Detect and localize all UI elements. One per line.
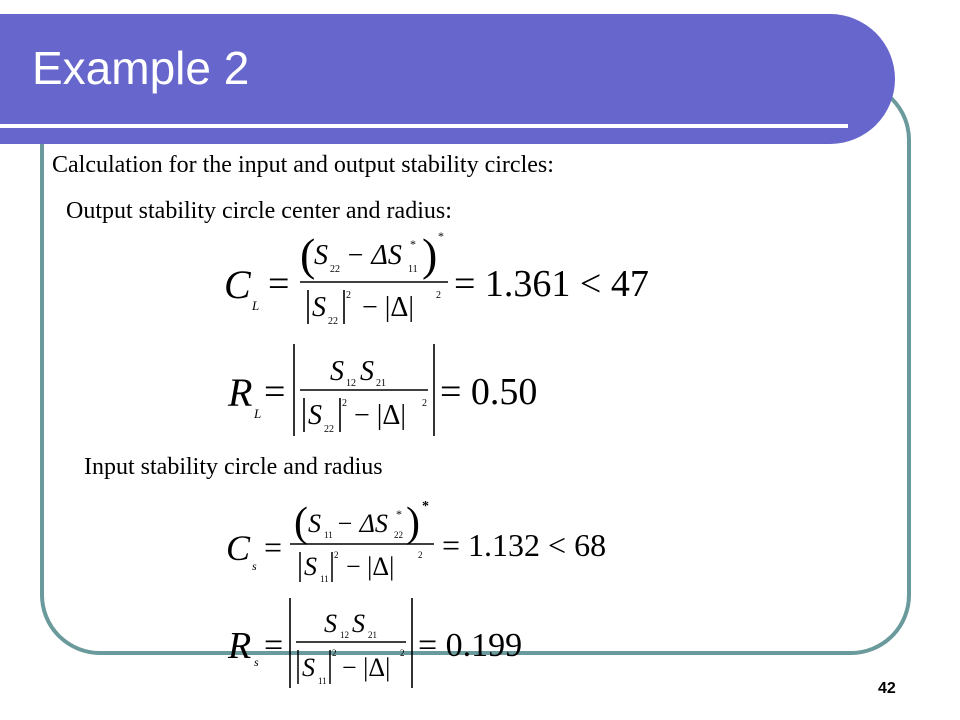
svg-text:=: = (268, 263, 290, 305)
eq-cl-den-exp-2: 2 (436, 290, 441, 301)
eq-rs-result: = 0.199 (418, 627, 523, 664)
eq-cs-num-outer-conj: * (422, 499, 429, 514)
eq-rs-num-s21-sub: 21 (368, 630, 377, 640)
eq-rl-num-s12-sub: 12 (346, 378, 356, 389)
eq-cl-result: = 1.361 < 47 (454, 263, 649, 305)
eq-rl-num-s21-sub: 21 (376, 378, 386, 389)
svg-text:): ) (422, 229, 438, 280)
svg-text:(: ( (294, 500, 308, 546)
eq-cs-den-exp: 2 (334, 550, 339, 560)
eq-cs-result: = 1.132 < 68 (442, 527, 607, 563)
eq-cs-lhs: C (226, 528, 251, 568)
eq-cs-den-minus-delta: − |Δ| (346, 552, 395, 581)
eq-cs-num-s1-sub: 11 (324, 530, 333, 540)
slide-title: Example 2 (32, 42, 250, 94)
eq-rs-num-s12-sub: 12 (340, 630, 349, 640)
eq-cs-num-s1: S (308, 509, 321, 538)
input-section-label: Input stability circle and radius (84, 454, 383, 480)
eq-rl-num-s12: S (330, 356, 344, 387)
eq-cl-num-conj: * (410, 237, 416, 251)
eq-cl-den-s: S (312, 292, 326, 323)
eq-cs-den-exp-2: 2 (418, 550, 423, 560)
eq-rs-lhs-sub: s (254, 655, 259, 669)
eq-rs-den-minus-delta: − |Δ| (342, 653, 391, 682)
eq-cs-num-s2-sub: 22 (394, 530, 403, 540)
eq-rs-den-s-sub: 11 (318, 676, 327, 686)
equation-rl (226, 340, 546, 442)
eq-cl-den-s-sub: 22 (328, 316, 338, 327)
eq-rs-den-exp-2: 2 (400, 648, 405, 658)
eq-rs-num-s12: S (324, 609, 337, 638)
svg-text:=: = (264, 627, 284, 664)
eq-rl-den-s-sub: 22 (324, 424, 334, 435)
eq-cl-den-minus-delta: − |Δ| (362, 292, 415, 323)
eq-rl-num-s21: S (360, 356, 374, 387)
svg-text:=: = (264, 371, 286, 413)
eq-cs-den-s: S (304, 552, 317, 581)
eq-cl-num-s1: S (314, 240, 328, 271)
eq-cs-lhs-sub: s (252, 559, 257, 573)
eq-rl-den-minus-delta: − |Δ| (354, 400, 407, 431)
eq-cl-den-exp: 2 (346, 290, 351, 301)
page-number: 42 (878, 680, 896, 697)
heading-text: Calculation for the input and output stability circles: (52, 152, 554, 178)
output-section-label: Output stability circle center and radius: (66, 198, 452, 224)
equation-rs (226, 596, 546, 692)
eq-cl-num-minus-delta: − ΔS (346, 240, 402, 271)
eq-rl-lhs: R (228, 370, 253, 415)
svg-text:=: = (264, 529, 283, 565)
eq-cl-lhs: C (224, 262, 251, 307)
eq-rl-den-exp: 2 (342, 398, 347, 409)
eq-cl-lhs-sub: L (252, 298, 260, 313)
eq-rs-den-s: S (302, 653, 315, 682)
eq-rl-den-exp-2: 2 (422, 398, 427, 409)
eq-cl-num-s1-sub: 22 (330, 264, 340, 275)
svg-text:(: ( (300, 229, 316, 280)
eq-rs-lhs: R (228, 625, 252, 667)
eq-cl-num-s2-sub: 11 (408, 264, 418, 275)
title-underline (0, 124, 848, 128)
eq-rs-den-exp: 2 (332, 648, 337, 658)
eq-cs-num-minus-delta: − ΔS (336, 509, 388, 538)
eq-rl-lhs-sub: L (254, 406, 262, 421)
equation-cs (222, 498, 607, 588)
eq-rl-result: = 0.50 (440, 371, 538, 413)
svg-text:): ) (406, 500, 420, 546)
eq-cl-num-outer-conj: * (438, 229, 444, 243)
eq-cs-num-conj: * (396, 507, 402, 521)
eq-rs-num-s21: S (352, 609, 365, 638)
eq-rl-den-s: S (308, 400, 322, 431)
eq-cs-den-s-sub: 11 (320, 574, 329, 584)
equation-cl (222, 226, 649, 330)
